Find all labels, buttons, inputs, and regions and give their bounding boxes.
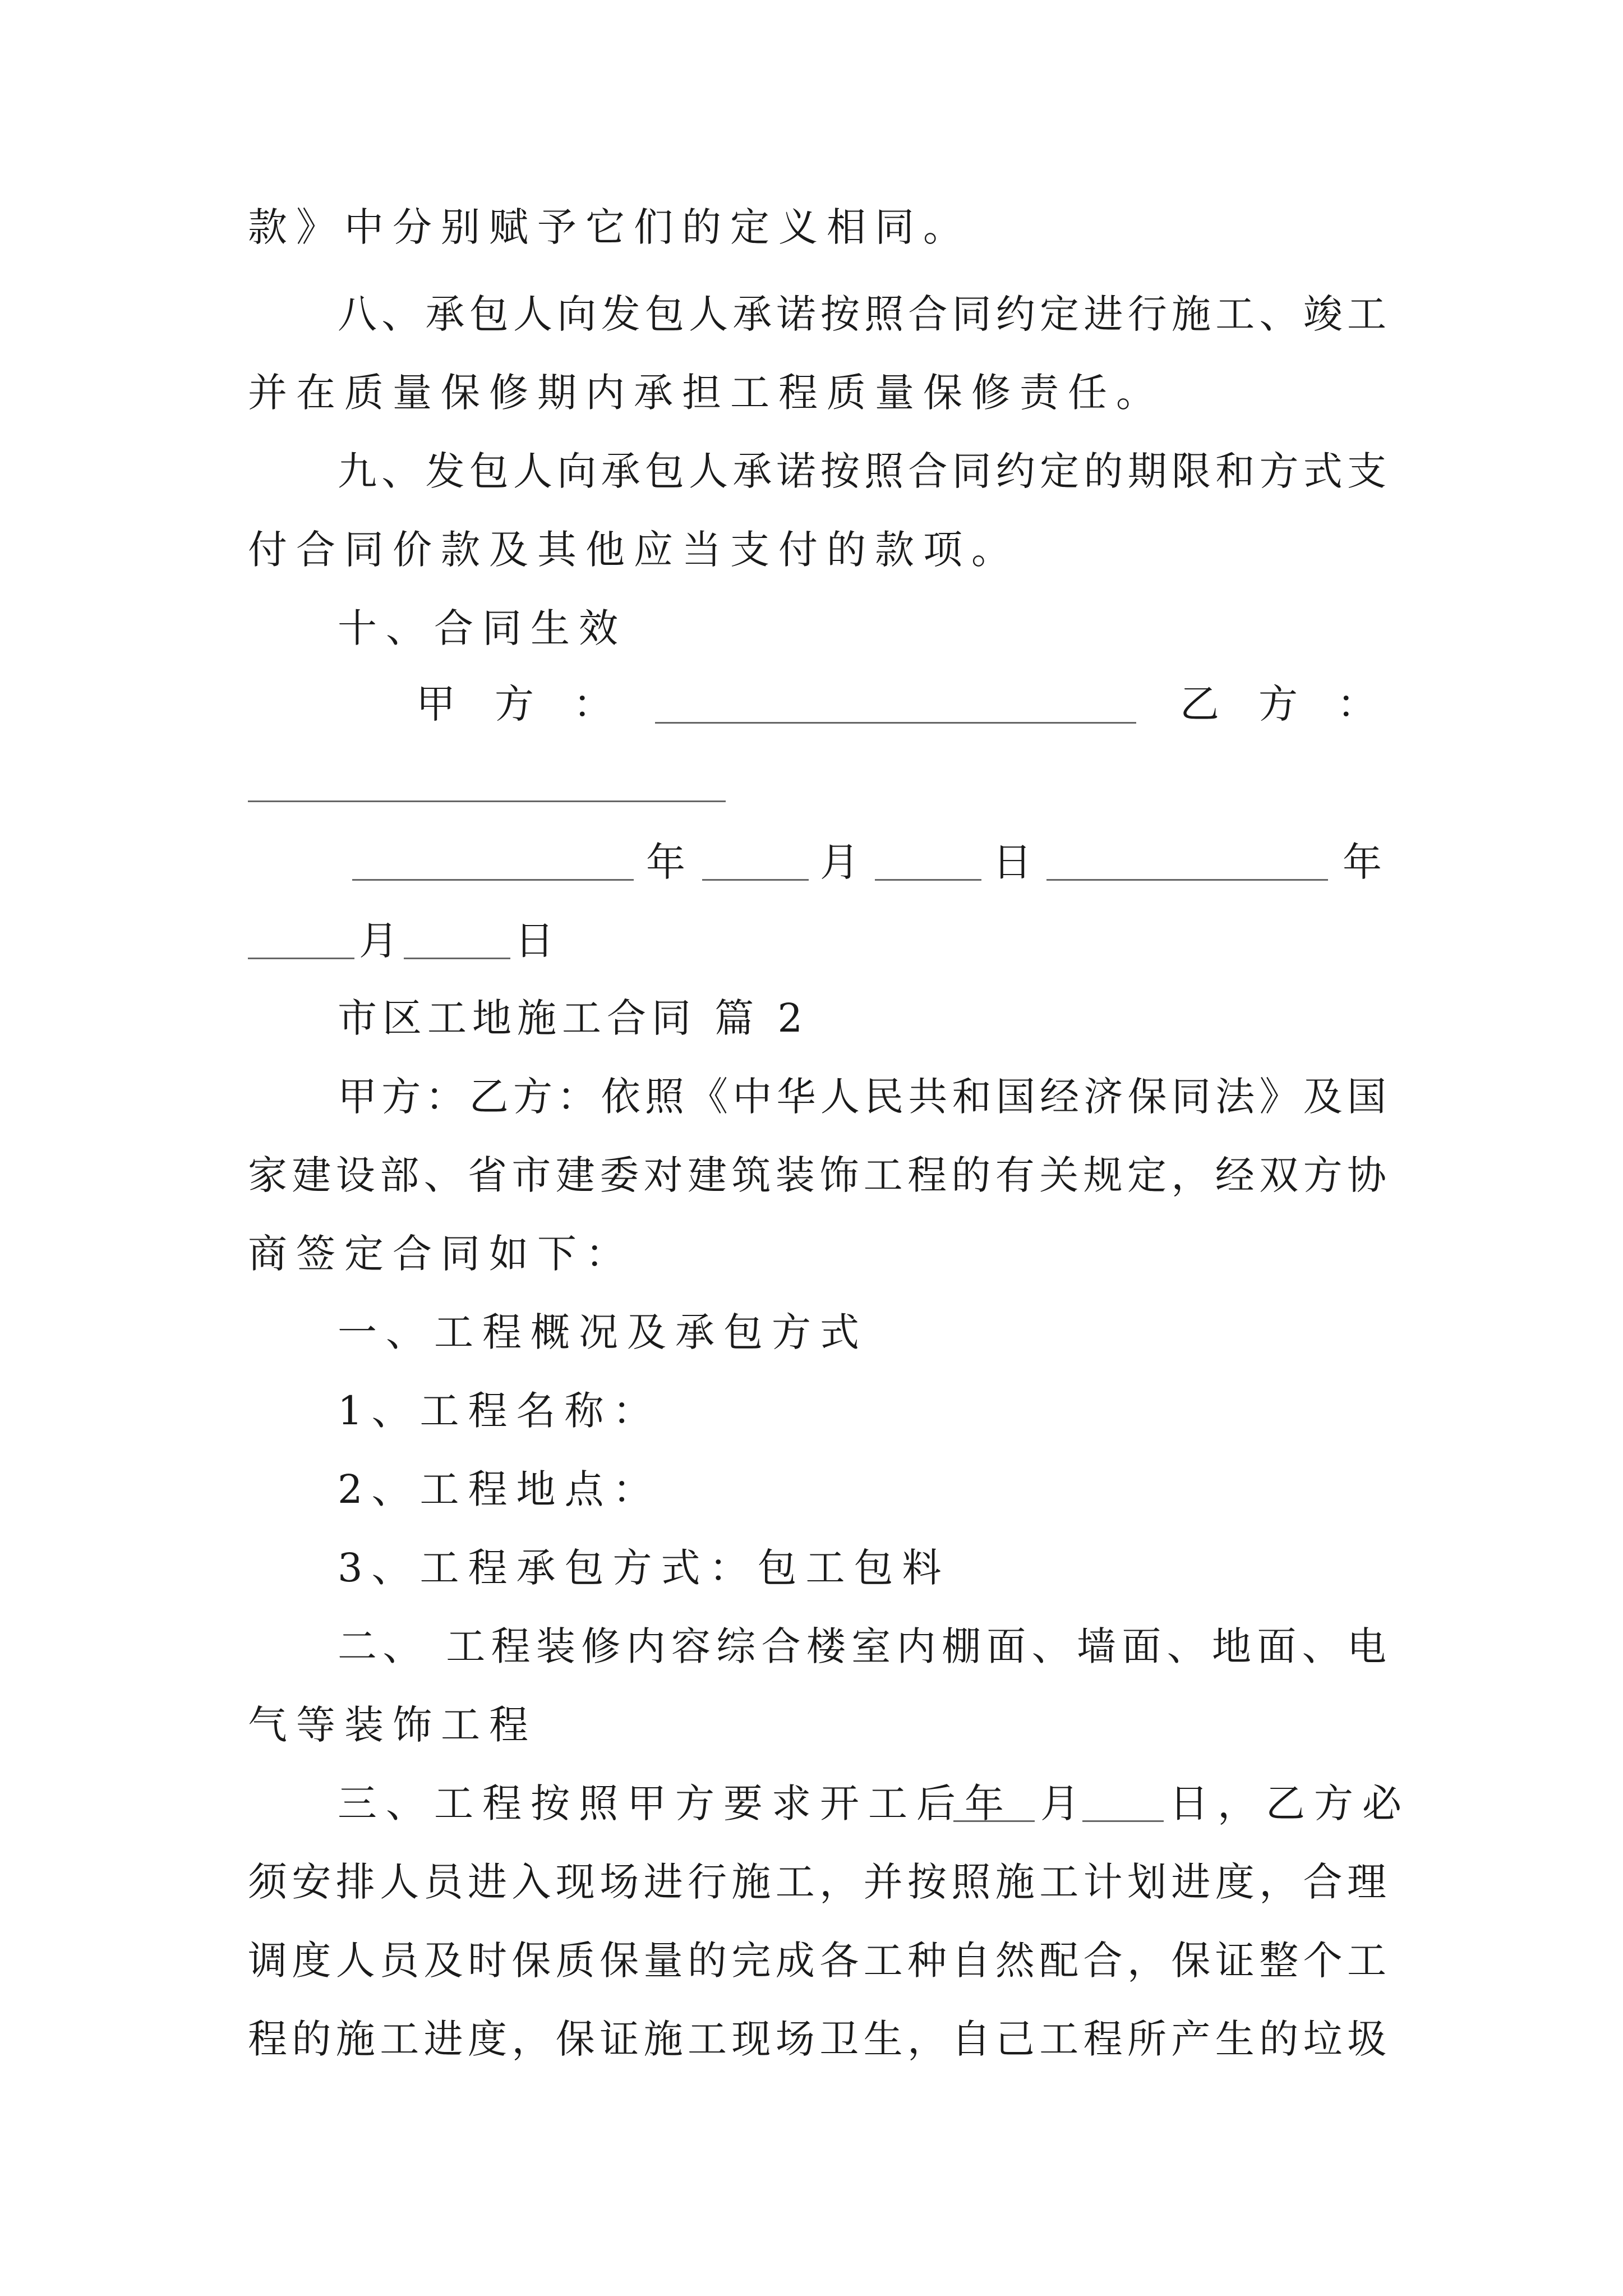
contract-method-line: 3、工程承包方式：包工包料 — [338, 1545, 951, 1591]
date-b-year-label: 年 — [1343, 839, 1382, 885]
article-one-heading: 一、工程概况及承包方式 — [338, 1309, 868, 1355]
party-b-signature-line — [248, 800, 726, 802]
clause-eight-line-1: 八、承包人向发包人承诺按照合同约定进行施工、竣工 — [338, 291, 1386, 337]
preamble-line-1: 甲方：乙方：依照《中华人民共和国经济保同法》及国 — [338, 1074, 1386, 1120]
party-a-signature-line — [655, 722, 1136, 724]
date-a-day-label: 日 — [993, 839, 1032, 885]
article-three-line-1-pre: 三、工程按照甲方要求开工后年 — [338, 1780, 1013, 1826]
date-a-year-label: 年 — [646, 839, 685, 885]
preamble-line-2: 家建设部、省市建委对建筑装饰工程的有关规定，经双方协 — [248, 1152, 1386, 1198]
date-a-year-line — [352, 879, 634, 881]
article-three-line-1-post: 日，乙方必 — [1169, 1780, 1410, 1826]
party-b-label: 乙 方 ： — [1180, 681, 1376, 727]
clause-nine-line-1: 九、发包人向承包人承诺按照合同约定的期限和方式支 — [338, 448, 1386, 494]
clause-nine-line-2: 付合同价款及其他应当支付的款项。 — [248, 527, 1020, 573]
date-b-year-line — [1046, 879, 1328, 881]
project-location-line: 2、工程地点： — [338, 1466, 661, 1512]
date-a-day-line — [875, 879, 981, 881]
party-a-label: 甲 方 ： — [416, 681, 612, 727]
date-a-month-line — [702, 879, 809, 881]
paragraph-line: 款》中分别赋予它们的定义相同。 — [248, 204, 971, 250]
date-b-month-label: 月 — [359, 918, 398, 964]
project-name-line: 1、工程名称： — [338, 1388, 661, 1434]
date-b-day-line — [404, 958, 510, 959]
clause-eight-line-2: 并在质量保修期内承担工程质量保修责任。 — [248, 370, 1164, 416]
date-b-day-label: 日 — [515, 918, 554, 964]
date-b-month-line — [248, 958, 354, 959]
article-three-line-4: 程的施工进度，保证施工现场卫生，自己工程所产生的垃圾 — [248, 2016, 1386, 2062]
article-three-line-2: 须安排人员进入现场进行施工，并按照施工计划进度，合理 — [248, 1859, 1386, 1905]
date-a-month-label: 月 — [820, 839, 859, 885]
article-two-line-1: 二、 工程装修内容综合楼室内棚面、墙面、地面、电 — [338, 1623, 1386, 1669]
section-title: 市区工地施工合同 篇 2 — [338, 995, 809, 1041]
start-day-blank — [1082, 1820, 1164, 1822]
article-three-line-3: 调度人员及时保质保量的完成各工种自然配合，保证整个工 — [248, 1938, 1386, 1984]
clause-ten-heading: 十、合同生效 — [338, 605, 627, 651]
preamble-line-3: 商签定合同如下： — [248, 1231, 634, 1277]
start-month-blank — [953, 1820, 1035, 1822]
article-three-month-label: 月 — [1040, 1780, 1080, 1826]
article-two-line-2: 气等装饰工程 — [248, 1702, 537, 1748]
